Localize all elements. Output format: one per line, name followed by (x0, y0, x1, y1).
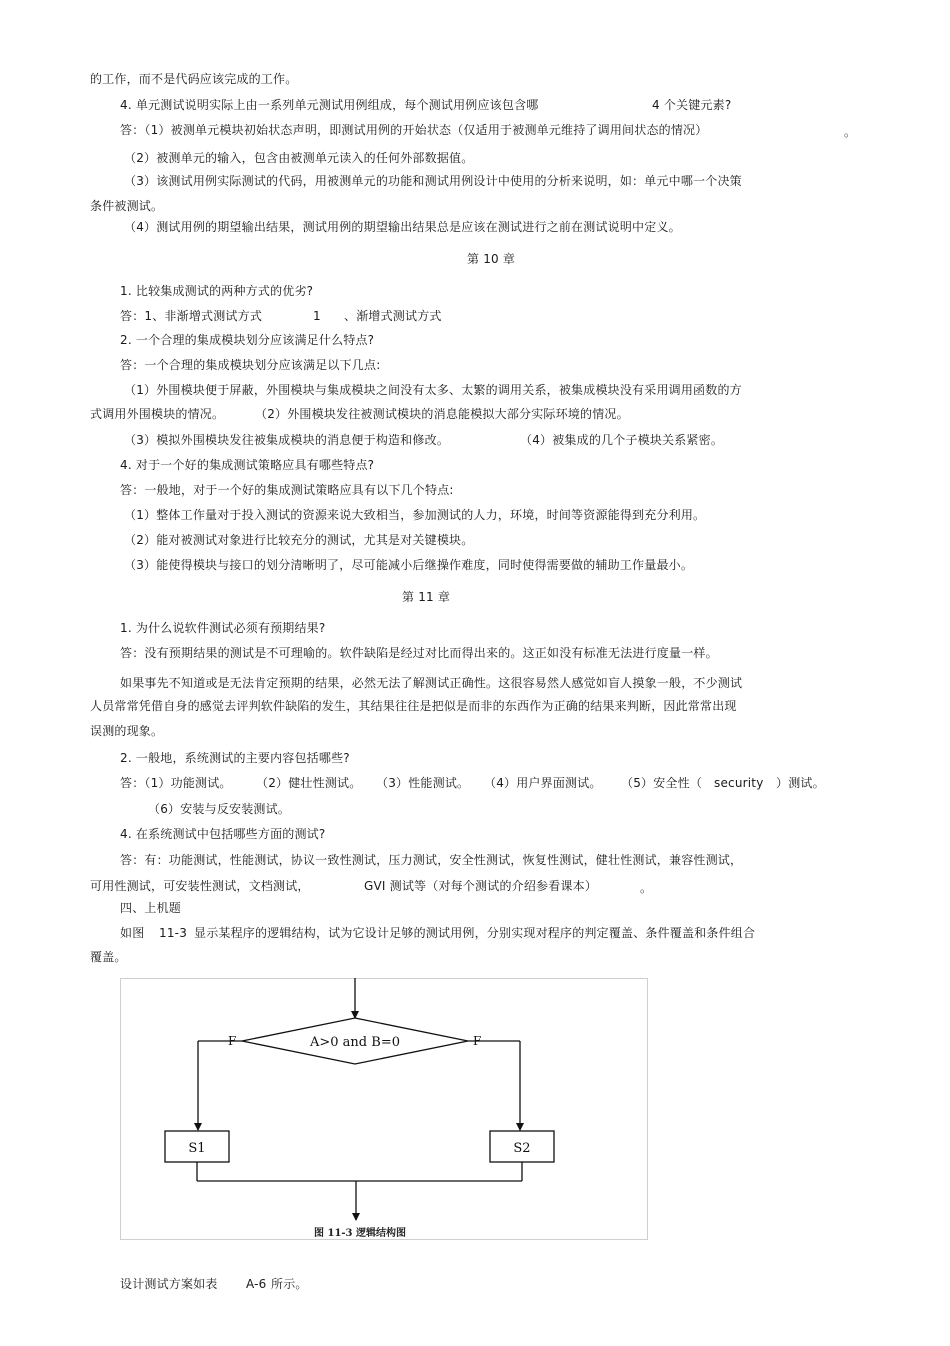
answer-line: 1 (313, 309, 321, 323)
answer-line: 可用性测试，可安装性测试，文档测试， (90, 879, 310, 893)
answer-line: 答：一般地，对于一个好的集成测试策略应具有以下几个特点: (120, 483, 454, 497)
answer-line: （2）被测单元的输入，包含由被测单元读入的任何外部数据值。 (124, 151, 474, 165)
answer-line: 答：（1）被测单元模块初始状态声明，即测试用例的开始状态（仅适用于被测单元维持了调用间状态的情况） (120, 123, 708, 137)
text-line: 设计测试方案如表 (120, 1277, 218, 1291)
chapter-heading: 第 11 章 (402, 590, 451, 604)
exercise-line: 显示某程序的逻辑结构，试为它设计足够的测试用例，分别实现对程序的判定覆盖、条件覆盖和条件组合 (194, 926, 756, 940)
exercise-line: 如图 (120, 926, 145, 940)
s2-label: S2 (513, 1141, 531, 1156)
right-branch-label: F (473, 1034, 482, 1048)
answer-line: （3）性能测试。 (376, 776, 470, 790)
answer-line: ）测试。 (776, 776, 825, 790)
decision-label: A>0 and B=0 (310, 1035, 400, 1050)
text-line: 。 (844, 125, 857, 139)
question-line: 1. 比较集成测试的两种方式的优劣? (120, 284, 314, 298)
logic-structure-figure (120, 978, 648, 1240)
answer-line: 、渐增式测试方式 (344, 309, 442, 323)
question-line: 4. 在系统测试中包括哪些方面的测试? (120, 827, 326, 841)
answer-line: （3）该测试用例实际测试的代码，用被测单元的功能和测试用例设计中使用的分析来说明，如：单元中哪一个决策 (124, 174, 742, 188)
answer-line: GVI 测试等（对每个测试的介绍参看课本） (364, 879, 598, 893)
text-line: 所示。 (271, 1277, 308, 1291)
chapter-heading: 第 10 章 (467, 252, 516, 266)
answer-line: （4）测试用例的期望输出结果，测试用例的期望输出结果总是应该在测试进行之前在测试说明中定义。 (124, 220, 681, 234)
answer-line: （3）模拟外围模块发往被集成模块的消息便于构造和修改。 (124, 433, 450, 447)
answer-line: 答：1、非渐增式测试方式 (120, 309, 263, 323)
exercise-line: 11-3 (159, 926, 188, 940)
answer-line: （1）整体工作量对于投入测试的资源来说大致相当，参加测试的人力，环境，时间等资源能得到充分利用。 (124, 508, 706, 522)
section-heading: 四、上机题 (120, 901, 182, 915)
answer-line: security (714, 776, 764, 790)
answer-line: 式调用外围模块的情况。 (90, 407, 225, 421)
question-line: 4 个关键元素? (652, 98, 732, 112)
answer-line: （6）安装与反安装测试。 (148, 802, 291, 816)
answer-line: 答：有：功能测试，性能测试，协议一致性测试，压力测试，安全性测试，恢复性测试，健壮性测试，兼容性测试， (120, 853, 743, 867)
answer-line: （4）被集成的几个子模块关系紧密。 (520, 433, 724, 447)
answer-line: （4）用户界面测试。 (484, 776, 602, 790)
figure-frame (121, 979, 648, 1240)
answer-line: 误测的现象。 (90, 724, 164, 738)
answer-line: 人员常常凭借自身的感觉去评判软件缺陷的发生，其结果往往是把似是而非的东西作为正确的结果来判断，因此常常出现 (90, 699, 737, 713)
answer-line: 如果事先不知道或是无法肯定预期的结果，必然无法了解测试正确性。这很容易然人感觉如盲人摸象一般，不少测试 (120, 676, 743, 690)
question-line: 2. 一个合理的集成模块划分应该满足什么特点? (120, 333, 375, 347)
s1-label: S1 (188, 1141, 206, 1156)
exercise-line: 覆盖。 (90, 950, 127, 964)
text-line: 的工作，而不是代码应该完成的工作。 (90, 72, 298, 86)
flowchart (120, 978, 648, 1240)
answer-line: 。 (640, 881, 653, 895)
text-line: A-6 (246, 1277, 267, 1291)
answer-line: 答：（1）功能测试。 (120, 776, 232, 790)
question-line: 4. 单元测试说明实际上由一系列单元测试用例组成，每个测试用例应该包含哪 (120, 98, 539, 112)
question-line: 2. 一般地，系统测试的主要内容包括哪些? (120, 751, 350, 765)
answer-line: （2）健壮性测试。 (256, 776, 362, 790)
answer-line: 答：一个合理的集成模块划分应该满足以下几点: (120, 358, 381, 372)
question-line: 1. 为什么说软件测试必须有预期结果? (120, 621, 326, 635)
answer-line: （3）能使得模块与接口的划分清晰明了，尽可能减小后继操作难度，同时使得需要做的辅助工作量最小。 (124, 558, 694, 572)
answer-line: 条件被测试。 (90, 199, 164, 213)
answer-line: （5）安全性（ (621, 776, 703, 790)
answer-line: （1）外围模块便于屏蔽，外围模块与集成模块之间没有太多、太繁的调用关系，被集成模块没有采用调用函数的方 (124, 383, 742, 397)
figure-caption: 图 11-3 逻辑结构图 (314, 1228, 406, 1239)
answer-line: （2）能对被测试对象进行比较充分的测试，尤其是对关键模块。 (124, 533, 474, 547)
answer-line: （2）外围模块发往被测试模块的消息能模拟大部分实际环境的情况。 (255, 407, 629, 421)
question-line: 4. 对于一个好的集成测试策略应具有哪些特点? (120, 458, 375, 472)
left-branch-label: F (228, 1034, 237, 1048)
answer-line: 答：没有预期结果的测试是不可理喻的。软件缺陷是经过对比而得出来的。这正如没有标准无法进行度量一样。 (120, 646, 718, 660)
